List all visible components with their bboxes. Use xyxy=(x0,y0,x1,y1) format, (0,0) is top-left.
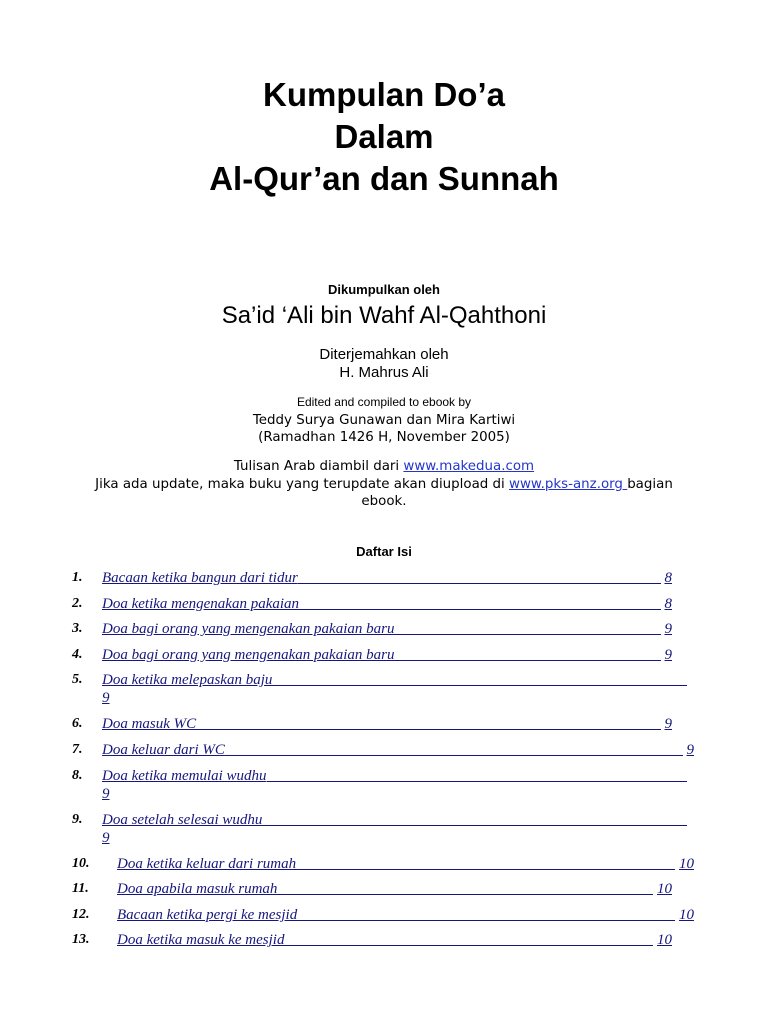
title-line-2: Dalam xyxy=(334,118,434,155)
toc-row xyxy=(0,671,768,707)
toc-row xyxy=(0,715,768,733)
toc-number: 9. xyxy=(72,811,83,827)
ebook-editors: Teddy Surya Gunawan dan Mira Kartiwi xyxy=(252,412,516,428)
toc-title: Doa ketika mengenakan pakaian xyxy=(102,595,300,612)
toc-title: Doa ketika memulai wudhu xyxy=(102,767,267,784)
toc-heading: Daftar Isi xyxy=(356,544,412,559)
update-suffix: bagian xyxy=(627,476,673,492)
toc-leader xyxy=(299,609,660,610)
toc-title: Doa setelah selesai wudhu xyxy=(102,811,263,828)
toc-link[interactable] xyxy=(102,595,672,613)
compiler-label: Dikumpulkan oleh xyxy=(328,282,440,297)
document-title xyxy=(0,74,768,200)
toc-number: 12. xyxy=(72,906,90,922)
toc-link[interactable] xyxy=(117,906,694,924)
toc-page: 8 xyxy=(664,595,672,612)
toc-row xyxy=(0,906,768,924)
translator-block xyxy=(0,346,768,382)
toc-leader xyxy=(394,660,660,661)
toc-page: 9 xyxy=(664,646,672,663)
toc-leader xyxy=(297,920,675,921)
toc-link[interactable] xyxy=(102,741,694,759)
toc-title: Bacaan ketika bangun dari tidur xyxy=(102,570,298,586)
toc-number: 11. xyxy=(72,881,89,897)
toc-leader xyxy=(267,781,687,782)
toc-page: 9 xyxy=(102,785,110,802)
toc-link[interactable] xyxy=(117,880,672,898)
toc-leader xyxy=(298,583,661,584)
toc-title: Doa ketika keluar dari rumah xyxy=(117,855,297,872)
toc-number: 8. xyxy=(72,767,83,783)
ebook-label: Edited and compiled to ebook by xyxy=(296,395,472,409)
source-line xyxy=(0,458,768,476)
toc-link[interactable] xyxy=(102,569,672,587)
toc-page: 10 xyxy=(679,906,694,923)
toc-link[interactable] xyxy=(102,811,687,847)
toc-title: Doa masuk WC xyxy=(102,716,197,733)
toc-page: 9 xyxy=(102,690,110,707)
toc-row xyxy=(0,595,768,613)
toc-title: Doa apabila masuk rumah xyxy=(117,881,278,898)
toc-link[interactable] xyxy=(102,767,687,803)
toc-page: 9 xyxy=(686,741,694,758)
toc-page: 8 xyxy=(664,570,672,586)
source-text: Tulisan Arab diambil dari xyxy=(233,459,404,474)
translator-label: Diterjemahkan oleh xyxy=(319,346,449,363)
toc-leader xyxy=(394,634,660,635)
toc-leader xyxy=(196,729,660,730)
ebook-date: (Ramadhan 1426 H, November 2005) xyxy=(258,429,510,445)
toc-number: 13. xyxy=(72,932,90,948)
toc-page: 9 xyxy=(102,829,110,846)
toc-title: Doa ketika melepaskan baju xyxy=(102,672,273,689)
toc-number: 3. xyxy=(72,621,83,637)
toc-page: 10 xyxy=(679,855,694,872)
toc-number: 6. xyxy=(72,716,83,732)
toc-row xyxy=(0,931,768,949)
update-line xyxy=(0,476,768,494)
toc-number: 2. xyxy=(72,595,83,611)
toc-title: Doa ketika masuk ke mesjid xyxy=(117,932,285,949)
toc-number: 7. xyxy=(72,741,83,757)
toc-number: 1. xyxy=(72,570,83,585)
toc-row xyxy=(0,646,768,664)
toc-title: Bacaan ketika pergi ke mesjid xyxy=(117,906,298,923)
makedua-link[interactable]: www.makedua.com xyxy=(403,459,535,474)
toc-row xyxy=(0,767,768,803)
source-notes xyxy=(0,458,768,511)
toc-leader xyxy=(296,869,675,870)
toc-leader xyxy=(225,755,683,756)
toc-link[interactable] xyxy=(102,671,687,707)
toc-link[interactable] xyxy=(102,620,672,638)
translator-name: H. Mahrus Ali xyxy=(339,364,429,381)
toc-number: 10. xyxy=(72,855,90,871)
toc-leader xyxy=(277,894,653,895)
toc-leader xyxy=(284,945,653,946)
toc-page: 10 xyxy=(657,932,672,949)
toc-title: Doa bagi orang yang mengenakan pakaian baru xyxy=(102,621,395,638)
toc-link[interactable] xyxy=(117,931,672,949)
toc-number: 4. xyxy=(72,646,83,662)
ebook-credits xyxy=(0,412,768,446)
toc-row xyxy=(0,741,768,759)
update-text: Jika ada update, maka buku yang terupdate akan diupload di xyxy=(95,476,510,492)
update-line-2: ebook. xyxy=(361,494,407,509)
toc-link[interactable] xyxy=(117,855,694,873)
toc-row xyxy=(0,855,768,873)
toc-link[interactable] xyxy=(102,646,672,664)
toc-title: Doa keluar dari WC xyxy=(102,741,225,758)
toc-page: 9 xyxy=(664,716,672,733)
toc-leader xyxy=(272,685,687,686)
title-line-1: Kumpulan Do’a xyxy=(262,76,505,113)
title-line-3: Al-Qur’an dan Sunnah xyxy=(209,160,559,197)
toc-row xyxy=(0,811,768,847)
pks-anz-link[interactable]: www.pks-anz.org xyxy=(509,476,628,492)
toc-row xyxy=(0,569,768,587)
toc-link[interactable] xyxy=(102,715,672,733)
toc-row xyxy=(0,880,768,898)
toc-title: Doa bagi orang yang mengenakan pakaian baru xyxy=(102,646,395,663)
toc-page: 9 xyxy=(664,621,672,638)
table-of-contents xyxy=(0,569,768,957)
compiler-name: Sa’id ‘Ali bin Wahf Al-Qahthoni xyxy=(221,302,547,329)
toc-page: 10 xyxy=(657,881,672,898)
toc-leader xyxy=(262,825,687,826)
toc-row xyxy=(0,620,768,638)
toc-number: 5. xyxy=(72,672,83,688)
